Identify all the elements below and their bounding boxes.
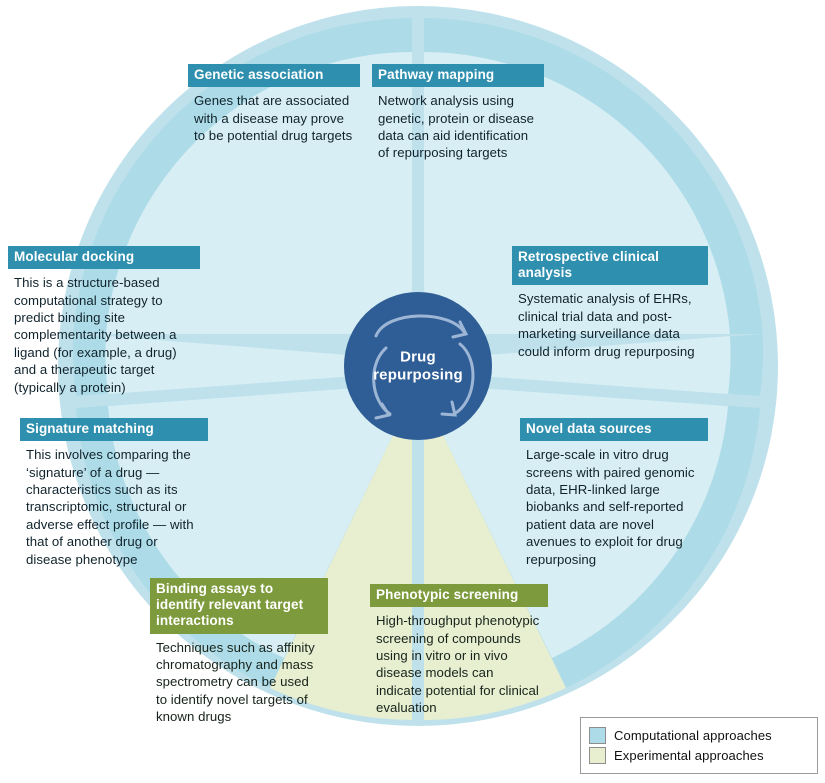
legend-item-computational	[589, 727, 809, 744]
segment-body-binding-assays: Techniques such as affinity chromatography and mass spectrometry can be used to identify novel targets of known drugs	[156, 639, 315, 725]
segment-phenotypic-screening	[370, 584, 548, 717]
legend	[580, 717, 818, 774]
segment-retrospective-clinical-analysis	[512, 246, 708, 360]
segment-body-molecular-docking: This is a structure-based computational strategy to predict binding site complementarity between a ligand (for example, a drug) and a therapeutic target (typically a protein)	[14, 275, 177, 395]
segment-novel-data-sources	[520, 418, 708, 568]
legend-swatch-computational	[589, 727, 606, 744]
segment-binding-assays	[150, 578, 328, 726]
segment-title-retrospective-clinical-analysis: Retrospective clinical analysis	[512, 246, 708, 285]
segment-title-binding-assays: Binding assays to identify relevant target interactions	[150, 578, 328, 634]
segment-body-phenotypic-screening: High-throughput phenotypic screening of compounds using in vitro or in vivo disease models can indicate potential for clinical evaluation	[376, 613, 540, 716]
segment-molecular-docking	[8, 246, 200, 396]
segment-title-phenotypic-screening: Phenotypic screening	[370, 584, 548, 607]
segment-title-signature-matching: Signature matching	[20, 418, 208, 441]
segment-body-pathway-mapping: Network analysis using genetic, protein or disease data can aid identification of repurposing targets	[378, 93, 535, 161]
segment-title-pathway-mapping: Pathway mapping	[372, 64, 544, 87]
legend-item-experimental	[589, 747, 809, 764]
center-hub-label-line2: repurposing	[373, 366, 463, 383]
segment-title-novel-data-sources: Novel data sources	[520, 418, 708, 441]
segment-body-signature-matching: This involves comparing the ‘signature’ of a drug — characteristics such as its transcriptomic, structural or adverse effect profile — with that of another drug or disease phenotype	[26, 447, 194, 567]
segment-genetic-association	[188, 64, 360, 144]
segment-body-novel-data-sources: Large-scale in vitro drug screens with paired genomic data, EHR-linked large biobanks and self-reported patient data are novel avenues to exploit for drug repurposing	[526, 447, 695, 567]
segment-body-retrospective-clinical-analysis: Systematic analysis of EHRs, clinical trial data and post-marketing surveillance data could inform drug repurposing	[518, 291, 695, 359]
legend-label-computational: Computational approaches	[614, 728, 772, 743]
center-hub	[344, 292, 492, 440]
segment-signature-matching	[20, 418, 208, 568]
center-hub-label-line1: Drug	[400, 348, 436, 366]
segment-body-genetic-association: Genes that are associated with a disease may prove to be potential drug targets	[194, 93, 353, 144]
segment-pathway-mapping	[372, 64, 544, 162]
legend-swatch-experimental	[589, 747, 606, 764]
segment-title-genetic-association: Genetic association	[188, 64, 360, 87]
legend-label-experimental: Experimental approaches	[614, 748, 764, 763]
segment-title-molecular-docking: Molecular docking	[8, 246, 200, 269]
